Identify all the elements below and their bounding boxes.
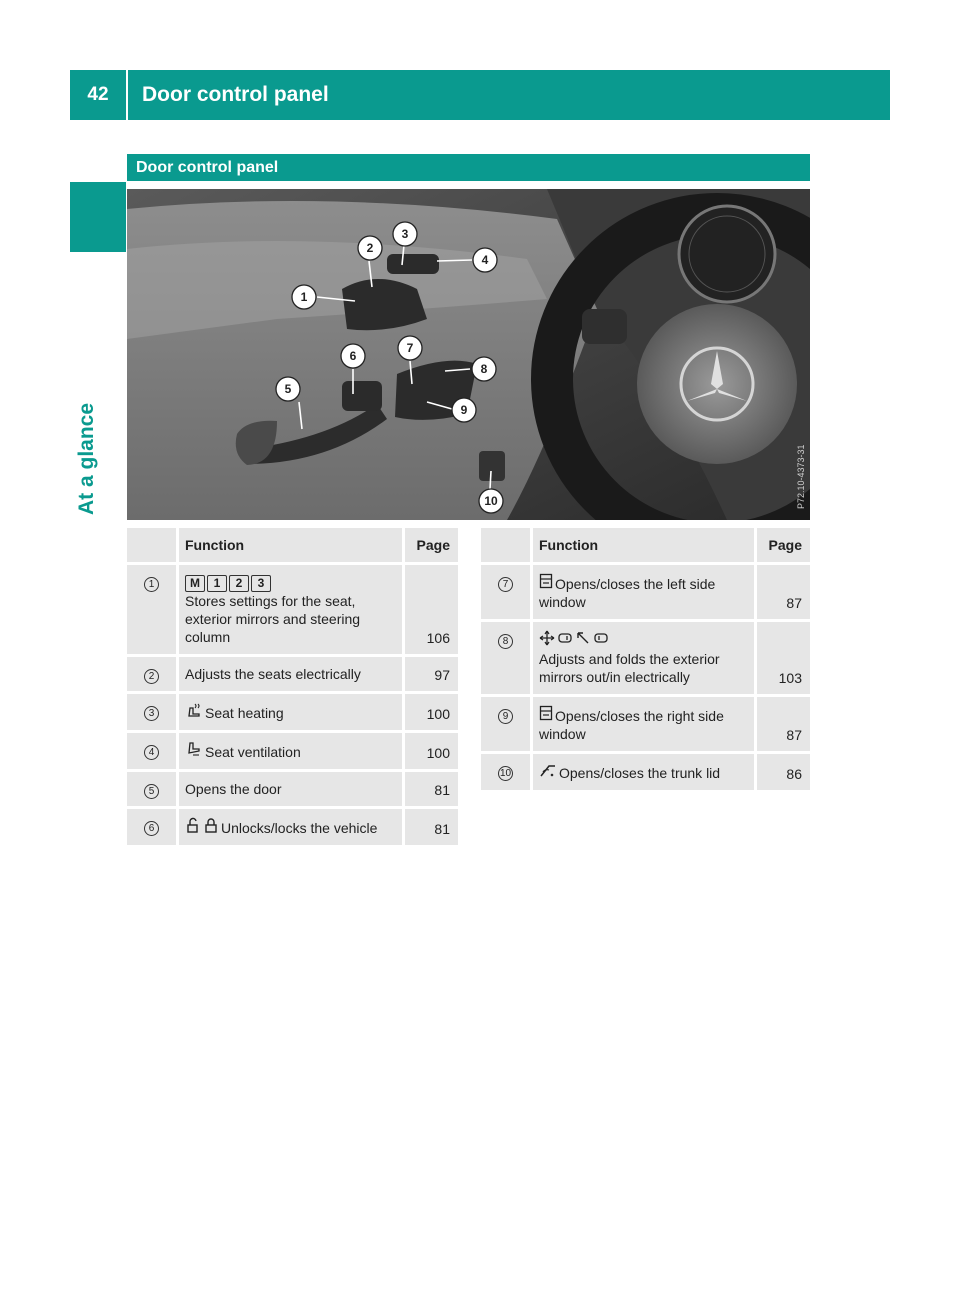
row-number-cell <box>480 564 532 621</box>
chapter-title: At a glance <box>75 402 98 515</box>
page-reference: 87 <box>756 696 812 753</box>
function-cell <box>178 564 404 656</box>
row-number-cell <box>126 770 178 807</box>
function-text: Unlocks/locks the vehicle <box>221 819 378 836</box>
function-cell <box>178 731 404 770</box>
row-number-cell <box>126 807 178 846</box>
row-number-cell <box>126 655 178 692</box>
page-reference: 81 <box>404 770 460 807</box>
row-number-cell <box>126 692 178 731</box>
page-reference: 106 <box>404 564 460 656</box>
table-row <box>126 731 460 770</box>
left-function-table <box>124 525 461 848</box>
callout-5: 5 <box>284 382 292 396</box>
memory-key-3-icon: 3 <box>251 575 271 592</box>
memory-key-2-icon: 2 <box>229 575 249 592</box>
unlock-icon <box>185 817 201 837</box>
function-symbols <box>185 820 221 836</box>
window-icon <box>539 573 553 593</box>
function-cell <box>532 564 756 621</box>
header-function: Function <box>532 527 756 564</box>
row-number: 9 <box>498 709 513 724</box>
row-number-cell <box>480 621 532 696</box>
table-row <box>126 770 460 807</box>
page-reference: 87 <box>756 564 812 621</box>
page-number: 42 <box>87 84 109 105</box>
table-row <box>480 696 812 753</box>
table-row <box>480 621 812 696</box>
callout-7: 7 <box>406 341 414 355</box>
function-symbols <box>539 765 559 781</box>
table-row <box>480 564 812 621</box>
callout-1: 1 <box>300 290 308 304</box>
callout-3: 3 <box>401 227 409 241</box>
function-symbols <box>539 708 555 724</box>
header-page: Page <box>404 527 460 564</box>
function-cell <box>178 692 404 731</box>
function-text: Opens/closes the left side window <box>539 576 716 610</box>
page-reference: 100 <box>404 692 460 731</box>
row-number-cell <box>480 753 532 792</box>
row-number: 6 <box>144 821 159 836</box>
table-header-row <box>126 527 460 564</box>
row-number: 2 <box>144 669 159 684</box>
row-number: 8 <box>498 634 513 649</box>
row-number: 1 <box>144 577 159 592</box>
figure-code: P72.10-4373-31 <box>796 444 806 509</box>
page-header <box>70 70 890 120</box>
row-number-cell <box>126 731 178 770</box>
callout-9: 9 <box>460 403 468 417</box>
row-number: 3 <box>144 706 159 721</box>
callout-8: 8 <box>480 362 488 376</box>
function-cell <box>532 696 756 753</box>
seat-heating-icon <box>185 702 203 722</box>
callout-2: 2 <box>366 241 374 255</box>
table-row <box>480 753 812 792</box>
seat-ventilation-icon <box>185 741 203 761</box>
header-function: Function <box>178 527 404 564</box>
function-text: Opens/closes the right side window <box>539 708 724 742</box>
header-num-cell <box>480 527 532 564</box>
function-symbols <box>185 705 205 721</box>
function-text: Seat ventilation <box>205 743 301 760</box>
function-cell <box>532 753 756 792</box>
door-panel-illustration <box>127 189 810 520</box>
page-reference: 97 <box>404 655 460 692</box>
page-reference: 81 <box>404 807 460 846</box>
mirror-left-icon <box>557 630 573 650</box>
function-text: Stores settings for the seat, exterior mirrors and steering column <box>185 592 361 645</box>
mirror-fold-icon <box>575 630 591 650</box>
function-symbols <box>185 744 205 760</box>
row-number: 5 <box>144 784 159 799</box>
row-number: 7 <box>498 577 513 592</box>
side-tab-block <box>70 182 126 252</box>
right-function-table <box>478 525 813 793</box>
function-text: Adjusts and folds the exterior mirrors out/in electrically <box>539 651 720 685</box>
row-number: 10 <box>499 768 512 779</box>
function-text: Opens the door <box>185 780 282 797</box>
page-reference: 86 <box>756 753 812 792</box>
section-title: Door control panel <box>127 154 810 181</box>
page-reference: 100 <box>404 731 460 770</box>
table-row <box>126 692 460 731</box>
function-text: Adjusts the seats electrically <box>185 665 361 682</box>
memory-key-1-icon: 1 <box>207 575 227 592</box>
table-header-row <box>480 527 812 564</box>
mirror-right-icon <box>593 630 609 650</box>
header-page: Page <box>756 527 812 564</box>
row-number-cell <box>126 564 178 656</box>
row-number: 4 <box>144 745 159 760</box>
window-icon <box>539 705 553 725</box>
trunk-icon <box>539 762 557 782</box>
function-text: Seat heating <box>205 704 284 721</box>
function-symbols <box>539 576 555 592</box>
page-reference: 103 <box>756 621 812 696</box>
function-symbols <box>185 574 273 590</box>
callout-4: 4 <box>481 253 489 267</box>
callout-6: 6 <box>349 349 357 363</box>
function-cell <box>178 807 404 846</box>
function-text: Opens/closes the trunk lid <box>559 765 721 781</box>
function-cell <box>178 655 404 692</box>
row-number-cell <box>480 696 532 753</box>
side-chapter-label <box>75 385 115 515</box>
lock-icon <box>203 817 219 837</box>
table-row <box>126 564 460 656</box>
table-row <box>126 655 460 692</box>
function-cell <box>532 621 756 696</box>
header-num-cell <box>126 527 178 564</box>
mirror-adjust-icon <box>539 630 555 650</box>
function-symbols <box>539 633 611 649</box>
door-panel-figure <box>127 189 810 520</box>
callout-10: 10 <box>484 494 498 508</box>
table-row <box>126 807 460 846</box>
memory-key-m-icon: M <box>185 575 205 592</box>
header-title: Door control panel <box>142 83 329 106</box>
function-cell <box>178 770 404 807</box>
